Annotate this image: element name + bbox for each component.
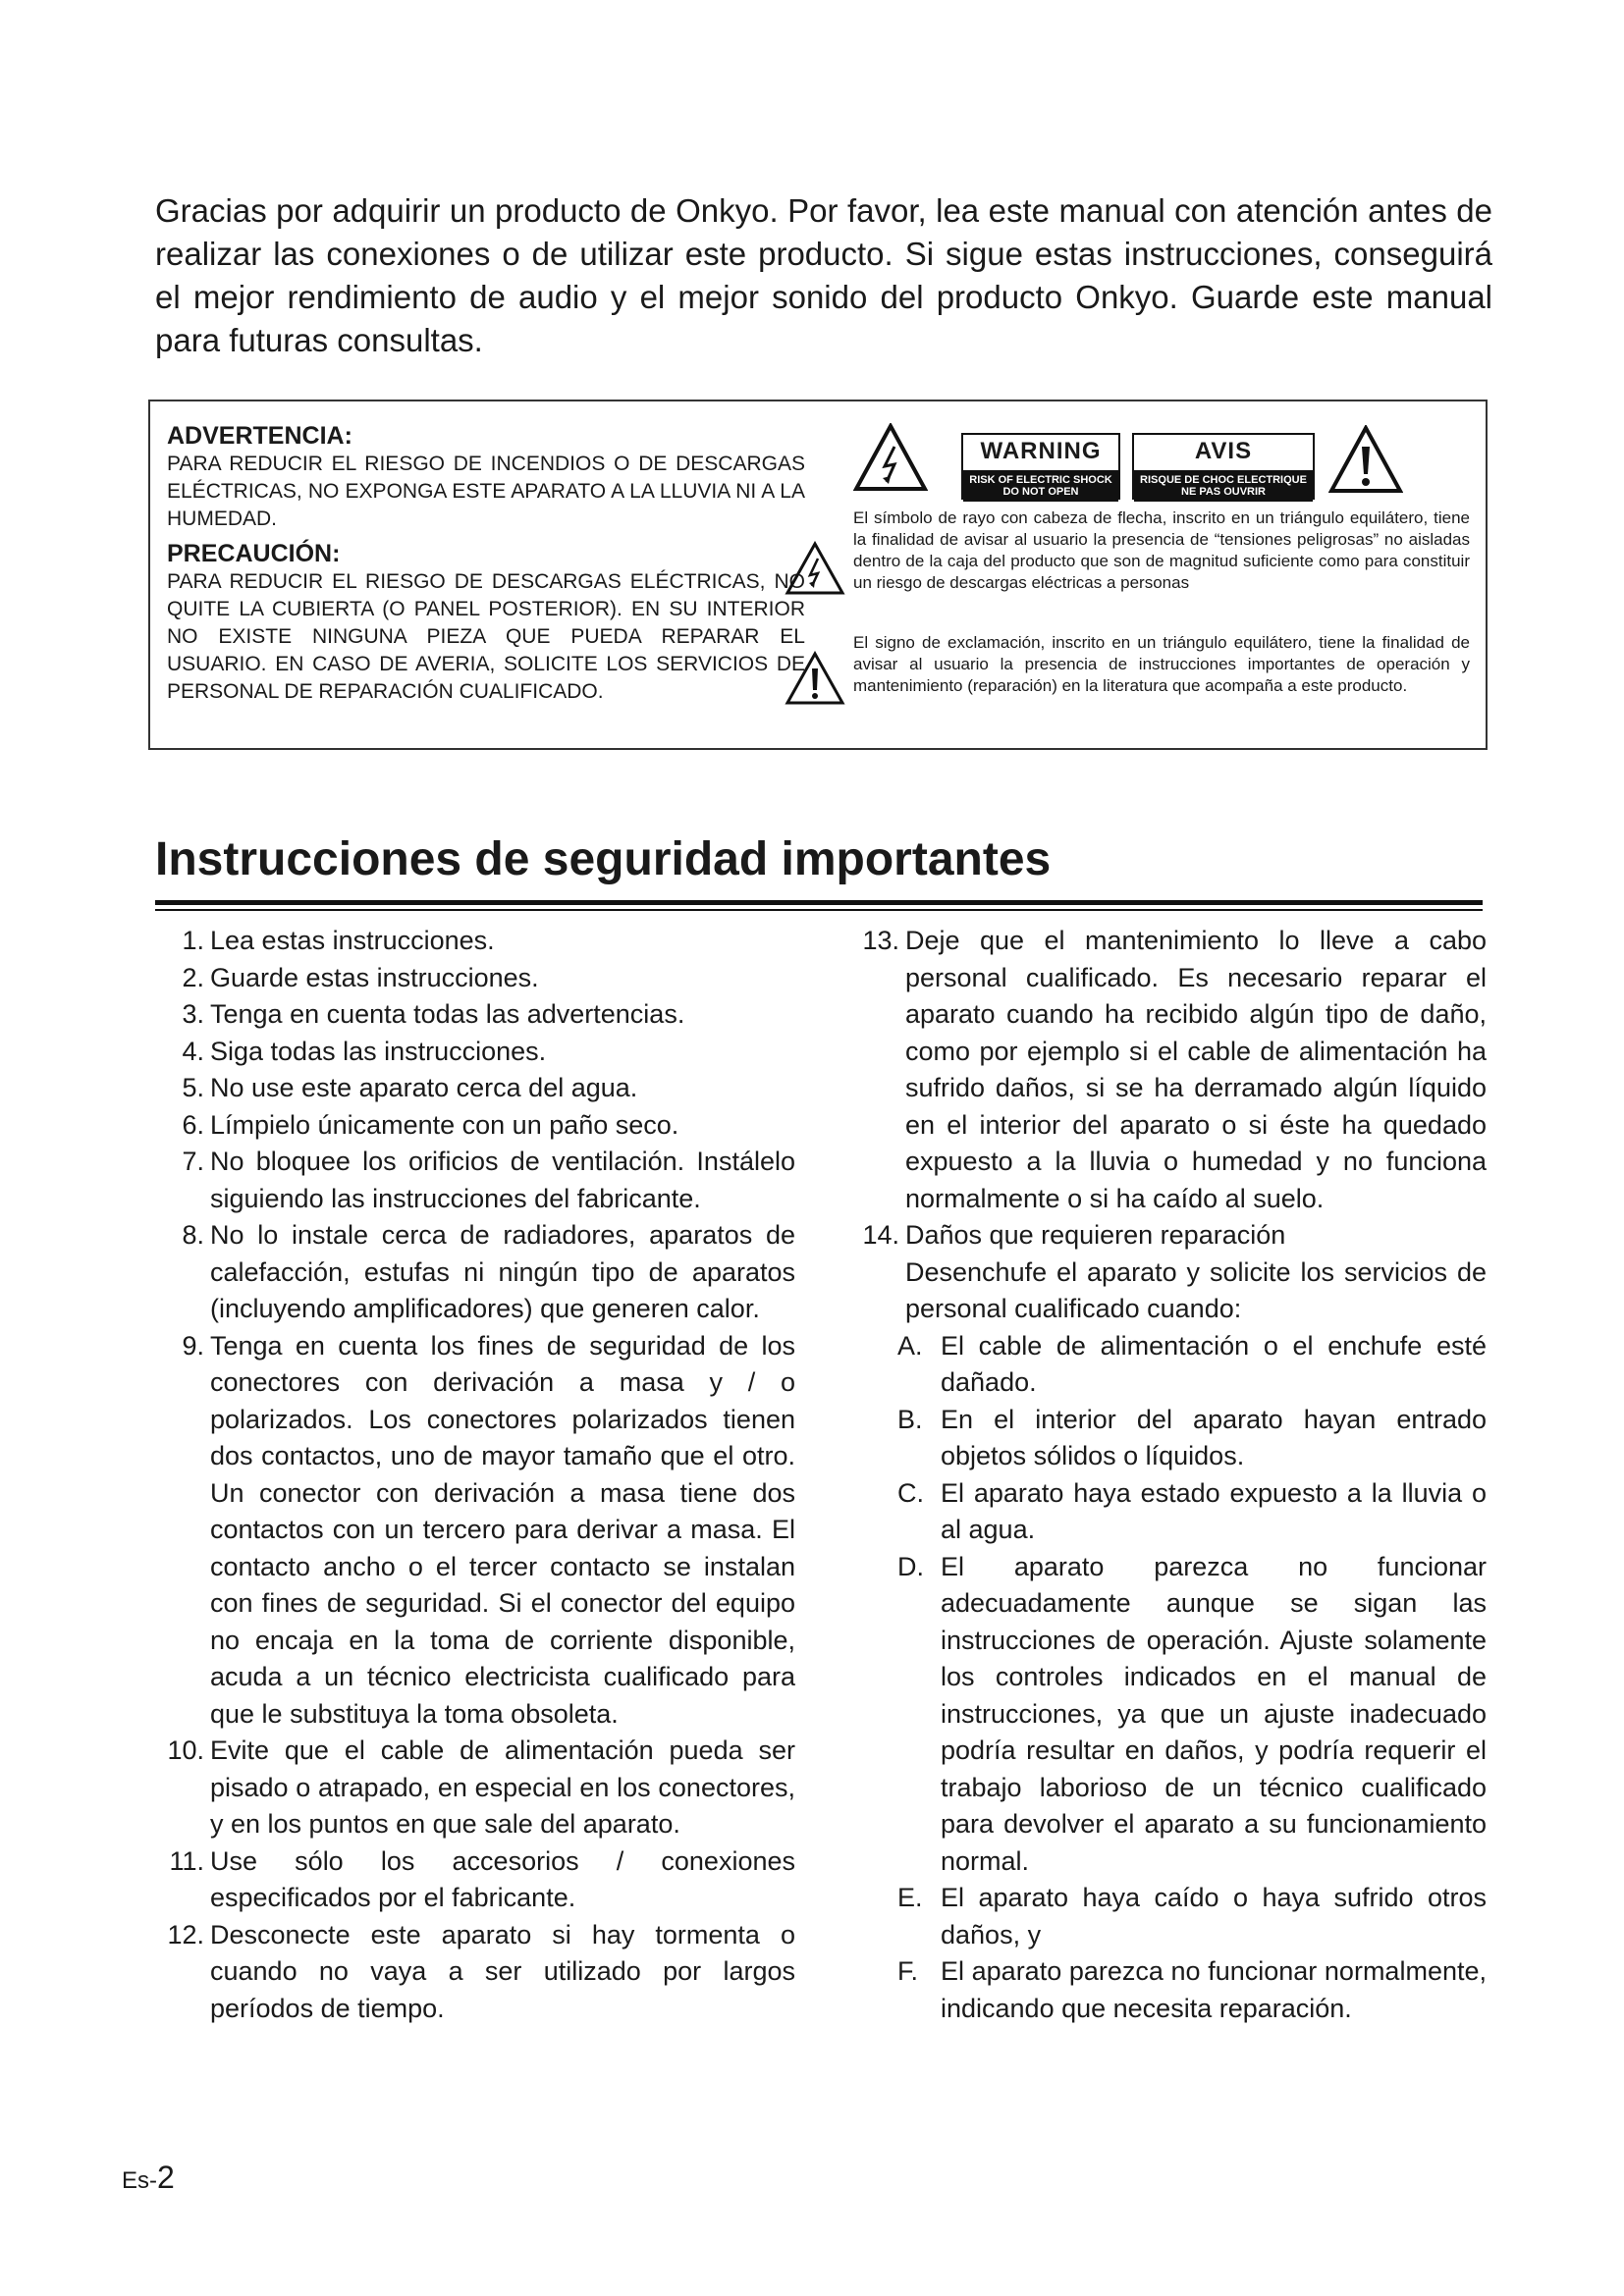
item-number: 6. — [182, 1109, 204, 1140]
list-item — [155, 1217, 795, 1328]
warning-label — [961, 433, 1120, 500]
precaucion-text: PARA REDUCIR EL RIESGO DE DESCARGAS ELÉCTRICAS, NO QUITE LA CUBIERTA (O PANEL POSTERIOR). EN SU INTERIOR NO EXISTE NINGUNA PIEZA QUE PUEDA REPARAR EL USUARIO. EN CASO DE AVERIA, SOLICITE LOS SERVICIOS DE PERSONAL DE REPARACIÓN CUALIFICADO. — [167, 570, 805, 703]
left-column — [155, 923, 795, 2027]
intro-paragraph: Gracias por adquirir un producto de Onkyo. Por favor, lea este manual con atención antes de realizar las conexiones o de utilizar este producto. Si sigue estas instrucciones, conseguirá el mejor rendimiento de audio y el mejor sonido del producto Onkyo. Guarde este manual para futuras consultas. — [155, 192, 1492, 358]
item-number: 10. — [167, 1735, 204, 1765]
item-14-intro: Desenchufe el aparato y solicite los servicios de personal cualificado cuando: — [905, 1256, 1487, 1323]
avis-label-sub2: NE PAS OUVRIR — [1181, 486, 1266, 498]
heading-rule-thick — [155, 900, 1483, 905]
warning-label-sub1: RISK OF ELECTRIC SHOCK — [969, 474, 1112, 486]
item-text: No use este aparato cerca del agua. — [210, 1073, 638, 1102]
sub-list-item — [850, 1402, 1487, 1475]
item-number: 13. — [862, 926, 899, 955]
sub-list-item — [850, 1953, 1487, 2027]
item-number: 1. — [182, 926, 204, 955]
avis-label-sub — [1134, 472, 1313, 502]
exclamation-triangle-icon — [1328, 425, 1403, 494]
item-14-sublist — [850, 1328, 1487, 2028]
avis-label-title: AVIS — [1134, 435, 1313, 472]
list-item — [155, 1917, 795, 2028]
exclamation-description: El signo de exclamación, inscrito en un triángulo equilátero, tiene la finalidad de avisar al usuario la presencia de instrucciones importantes de operación y mantenimiento (reparación) en la literatura que acompaña a este producto. — [853, 633, 1470, 695]
item-text: Siga todas las instrucciones. — [210, 1036, 547, 1066]
sub-list-item — [850, 1328, 1487, 1402]
item-text: Límpielo únicamente con un paño seco. — [210, 1109, 679, 1140]
warning-label-sub2: DO NOT OPEN — [1002, 486, 1079, 498]
item-text: No lo instale cerca de radiadores, aparatos de calefacción, estufas ni ningún tipo de aparatos (incluyendo amplificadores) que generen calor. — [210, 1220, 795, 1323]
item-number: 5. — [182, 1073, 204, 1102]
item-number: 3. — [182, 999, 204, 1029]
sub-item-text: El cable de alimentación o el enchufe esté dañado. — [941, 1330, 1487, 1397]
heading-rule-thin — [155, 909, 1483, 911]
item-number: 4. — [182, 1036, 204, 1066]
list-item-13 — [850, 923, 1487, 1217]
item-number: 12. — [167, 1919, 204, 1949]
item-number: 7. — [182, 1147, 204, 1176]
sub-item-text: El aparato parezca no funcionar normalmente, indicando que necesita reparación. — [941, 1956, 1487, 2023]
lightning-description: El símbolo de rayo con cabeza de flecha, inscrito en un triángulo equilátero, tiene la finalidad de avisar al usuario la presencia de “tensiones peligrosas” no aisladas dentro de la caja del producto que son de magnitud suficiente como para constituir un riesgo de descargas eléctricas a personas — [853, 508, 1470, 592]
item-text: Tenga en cuenta los fines de seguridad de los conectores con derivación a masa y / o polarizados. Los conectores polarizados tienen dos contactos, uno de mayor tamaño que el otro. Un conector con derivación a masa tiene dos contactos con un tercero para derivar a masa. El contacto ancho o el tercer contacto se instalan con fines de seguridad. Si el conector del equipo no encaja en la toma de corriente disponible, acuda a un técnico electricista cualificado para que le substituya la toma obsoleta. — [210, 1330, 795, 1729]
sub-item-letter: E. — [897, 1883, 923, 1912]
page-number-value: 2 — [157, 2160, 175, 2195]
item-text: No bloquee los orificios de ventilación. Instálelo siguiendo las instrucciones del fabricante. — [210, 1147, 795, 1213]
item-number: 8. — [182, 1220, 204, 1250]
list-item — [155, 923, 795, 960]
sub-list-item — [850, 1475, 1487, 1549]
list-item — [155, 996, 795, 1034]
page-prefix: Es- — [122, 2167, 157, 2194]
item-text: Lea estas instrucciones. — [210, 926, 495, 955]
page-number — [122, 2160, 175, 2196]
item-number: 2. — [182, 962, 204, 992]
list-item-14 — [850, 1217, 1487, 1255]
sub-list-item — [850, 1880, 1487, 1953]
warning-label-title: WARNING — [963, 435, 1118, 472]
list-item — [155, 1328, 795, 1734]
item-number: 14. — [862, 1220, 899, 1250]
item-number: 9. — [182, 1330, 204, 1361]
list-item — [155, 1107, 795, 1145]
right-column — [850, 923, 1487, 2027]
sub-list-item — [850, 1549, 1487, 1881]
advertencia-title: ADVERTENCIA: — [167, 422, 352, 450]
list-item — [155, 1144, 795, 1217]
lightning-triangle-icon — [853, 423, 928, 492]
item-number: 11. — [169, 1845, 204, 1876]
advertencia-text: PARA REDUCIR EL RIESGO DE INCENDIOS O DE DESCARGAS ELÉCTRICAS, NO EXPONGA ESTE APARATO A LA LLUVIA NI A LA HUMEDAD. — [167, 453, 805, 530]
sub-item-letter: A. — [897, 1330, 923, 1361]
item-text: Desconecte este aparato si hay tormenta o cuando no vaya a ser utilizado por largos períodos de tiempo. — [210, 1919, 795, 2023]
exclamation-triangle-small-icon — [785, 651, 845, 706]
item-text: Use sólo los accesorios / conexiones especificados por el fabricante. — [210, 1845, 795, 1912]
list-item — [155, 1070, 795, 1107]
sub-item-text: El aparato haya estado expuesto a la lluvia o al agua. — [941, 1477, 1487, 1544]
sub-item-text: El aparato haya caído o haya sufrido otros daños, y — [941, 1883, 1487, 1949]
item-text: Guarde estas instrucciones. — [210, 962, 539, 992]
precaucion-title: PRECAUCIÓN: — [167, 540, 341, 567]
section-heading: Instrucciones de seguridad importantes — [155, 833, 1052, 885]
list-item — [155, 1034, 795, 1071]
sub-item-text: En el interior del aparato hayan entrado objetos sólidos o líquidos. — [941, 1404, 1487, 1470]
item-text: Deje que el mantenimiento lo lleve a cabo personal cualificado. Es necesario reparar el aparato cuando ha recibido algún tipo de daño, como por ejemplo si el cable de alimentación ha sufrido daños, si se ha derramado algún líquido en el interior del aparato o si éste ha quedado expuesto a la lluvia o humedad y no funciona normalmente o si ha caído al suelo. — [905, 926, 1487, 1213]
list-item — [155, 1733, 795, 1843]
warning-label-sub — [963, 472, 1118, 502]
list-item — [155, 1843, 795, 1917]
lightning-triangle-small-icon — [785, 541, 845, 596]
list-item — [155, 960, 795, 997]
sub-item-letter: F. — [897, 1956, 919, 1986]
avis-label — [1132, 433, 1315, 500]
sub-item-letter: B. — [897, 1404, 923, 1434]
warning-text-block — [167, 421, 805, 706]
item-text: Tenga en cuenta todas las advertencias. — [210, 999, 685, 1029]
sub-item-text: El aparato parezca no funcionar adecuadamente aunque se sigan las instrucciones de operación. Ajuste solamente los controles indicados en el manual de instrucciones, ya que un ajuste inadecuado podría resultar en daños, y podría requerir el trabajo laborioso de un técnico cualificado para devolver el aparato a su funcionamiento normal. — [941, 1551, 1487, 1876]
item-text: Daños que requieren reparación — [905, 1220, 1286, 1250]
sub-item-letter: C. — [897, 1477, 924, 1508]
avis-label-sub1: RISQUE DE CHOC ELECTRIQUE — [1140, 474, 1307, 486]
warning-box — [148, 400, 1488, 750]
sub-item-letter: D. — [897, 1551, 924, 1581]
item-text: Evite que el cable de alimentación pueda ser pisado o atrapado, en especial en los conectores, y en los puntos en que sale del aparato. — [210, 1735, 795, 1839]
